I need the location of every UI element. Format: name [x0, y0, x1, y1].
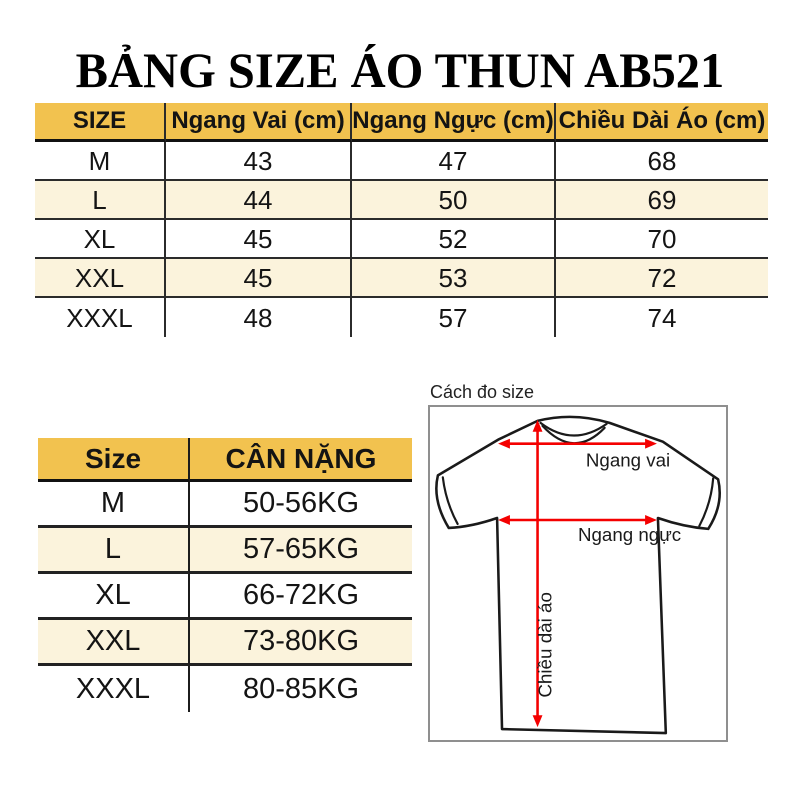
- size-cell: XL: [38, 574, 190, 620]
- size-table-header-length: Chiều Dài Áo (cm): [556, 103, 768, 142]
- value-cell: 57: [352, 298, 556, 337]
- tshirt-outline: [436, 417, 719, 733]
- size-cell: XXXL: [38, 666, 190, 712]
- measurement-diagram: [428, 405, 728, 742]
- size-cell: M: [35, 142, 166, 181]
- weight-cell: 50-56KG: [190, 482, 412, 528]
- size-cell: XL: [35, 220, 166, 259]
- value-cell: 70: [556, 220, 768, 259]
- shoulder-width-label: Ngang vai: [585, 449, 671, 471]
- weight-table: [38, 438, 412, 712]
- shirt-length-label: Chiều dài áo: [534, 592, 556, 698]
- weight-table-header-weight: CÂN NẶNG: [190, 438, 412, 482]
- size-cell: XXXL: [35, 298, 166, 337]
- weight-cell: 57-65KG: [190, 528, 412, 574]
- tshirt-diagram-svg: [430, 407, 726, 740]
- size-measurement-table: [35, 103, 768, 337]
- weight-table-header-size: Size: [38, 438, 190, 482]
- value-cell: 53: [352, 259, 556, 298]
- value-cell: 74: [556, 298, 768, 337]
- size-table-header-size: SIZE: [35, 103, 166, 142]
- value-cell: 47: [352, 142, 556, 181]
- size-table-header-chest: Ngang Ngực (cm): [352, 103, 556, 142]
- value-cell: 48: [166, 298, 352, 337]
- page-title: BẢNG SIZE ÁO THUN AB521: [75, 42, 725, 98]
- size-cell: M: [38, 482, 190, 528]
- size-table-header-shoulder: Ngang Vai (cm): [166, 103, 352, 142]
- value-cell: 50: [352, 181, 556, 220]
- weight-cell: 66-72KG: [190, 574, 412, 620]
- chest-width-label: Ngang ngực: [578, 523, 682, 545]
- diagram-caption: Cách đo size: [430, 382, 535, 402]
- value-cell: 52: [352, 220, 556, 259]
- size-cell: L: [35, 181, 166, 220]
- value-cell: 44: [166, 181, 352, 220]
- weight-cell: 80-85KG: [190, 666, 412, 712]
- value-cell: 69: [556, 181, 768, 220]
- value-cell: 72: [556, 259, 768, 298]
- value-cell: 45: [166, 220, 352, 259]
- size-cell: L: [38, 528, 190, 574]
- value-cell: 43: [166, 142, 352, 181]
- weight-cell: 73-80KG: [190, 620, 412, 666]
- value-cell: 68: [556, 142, 768, 181]
- size-cell: XXL: [35, 259, 166, 298]
- value-cell: 45: [166, 259, 352, 298]
- size-cell: XXL: [38, 620, 190, 666]
